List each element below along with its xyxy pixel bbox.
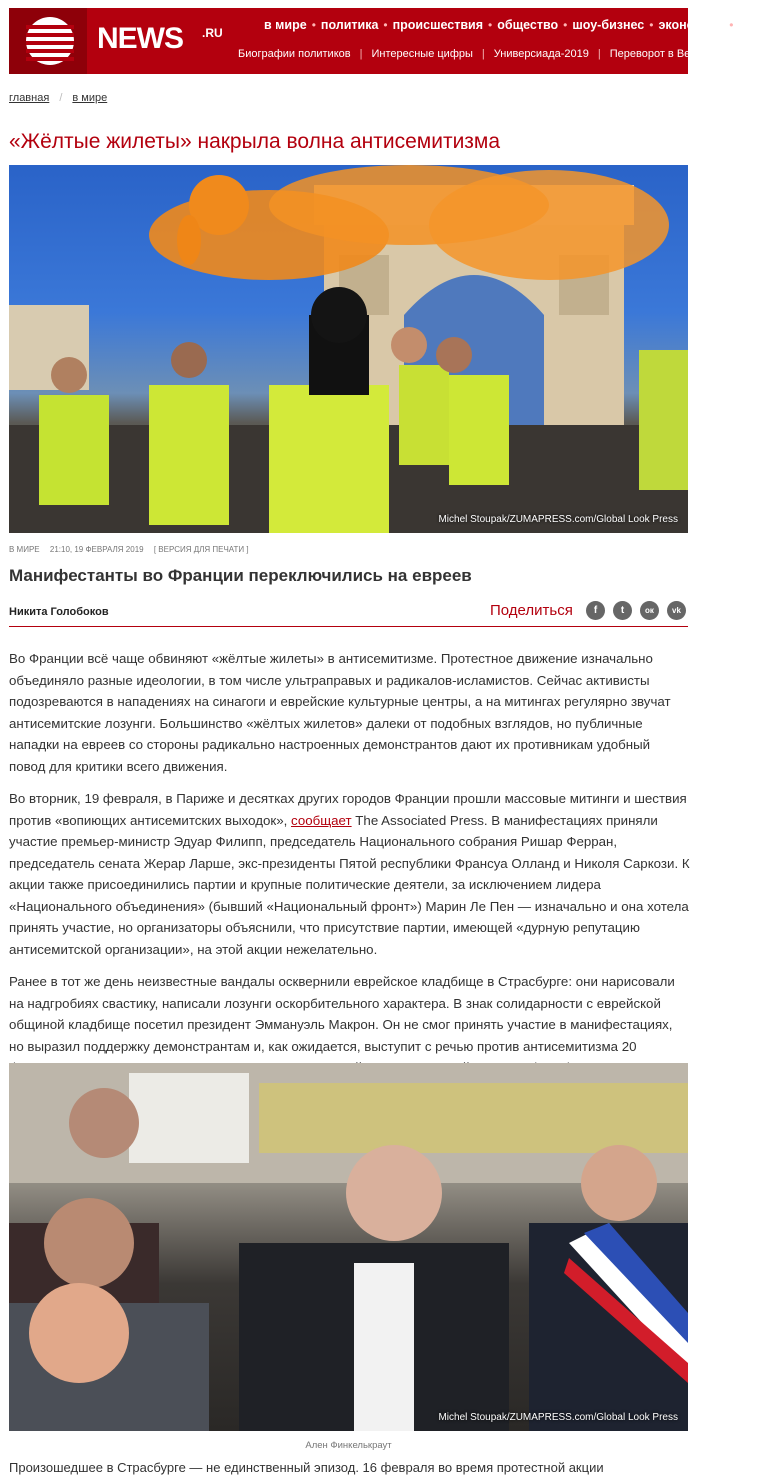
march-photo-illustration	[9, 1063, 688, 1431]
print-version-link[interactable]: [ ВЕРСИЯ ДЛЯ ПЕЧАТИ ]	[153, 545, 249, 554]
share-icons	[586, 601, 686, 620]
nav-item-sport[interactable]: спорт	[738, 18, 775, 32]
paragraph-3: Ранее в тот же день неизвестные вандалы осквернили еврейское кладбище в Страсбурге: они нарисовали на надгробиях свастику, написали лозунги оскорбительного характера. В знак солидарности с еврейской общиной кладбище посетил президент Эммануэль Макрон. Он не смог принять участие в манифестациях, но выразил поддержку демонстрантам и, как ожидается, выступит с речью против антисемитизма 20	[9, 974, 675, 1054]
nav-item-society[interactable]: общество	[497, 18, 559, 32]
article-subtitle: Манифестанты во Франции переключились на евреев	[9, 566, 472, 585]
share-label: Поделиться	[490, 602, 573, 619]
nav-item-politics[interactable]: политика	[320, 18, 379, 32]
subnav-item-figures[interactable]: Интересные цифры	[371, 48, 473, 60]
subnav-item-venezuela[interactable]: Переворот в Венесуэле	[609, 48, 732, 60]
paragraph-2: Во вторник, 19 февраля, в Париже и десятках других городов Франции прошли массовые митинги и шествия против «вопиющих антисемитских выходок», сообщает The Associated Press. В манифестациях приняли участие премьер-министр Эдуар Филипп, председатель Национального собрания Ришар Ферран, председатель сената Жерар Ларше, экс-президенты Пятой республики Франсуа Олланд и Николя Саркози. К акции также присоединились партии и крупные политические деятели, за исключением лидера «Национального объединения» (бывший «Национальный фронт») Марин Ле Пен — изначально и она хотела принять участие, но организаторы объяснили, что присутствие партии, имеющей «дурную репутацию антисемитской организации», на этой акции нежелательно.	[9, 791, 690, 957]
paragraph-1: Во Франции всё чаще обвиняют «жёлтые жилеты» в антисемитизме. Протестное движение изначально объединяло разные идеологии, в том числе ультраправых и радикалов-исламистов. Сейчас активисты подозреваются в нападениях на синагоги и еврейские культурные центры, а на митингах регулярно звучат антисемитские лозунги. Большинство «жёлтых жилетов» далеки от подобных взглядов, но публичные нападки на евреев со стороны радикально настроенных демонстрантов дают их противникам удобный повод для критики всего движения.	[9, 651, 671, 774]
paragraph-4-cut: Произошедшее в Страсбурге — не единственный эпизод. 16 февраля во время протестной акции	[9, 1460, 604, 1475]
subnav-item-biographies[interactable]: Биографии политиков	[238, 48, 351, 60]
article-body	[9, 648, 690, 1090]
article-meta	[9, 545, 257, 554]
nav-item-incidents[interactable]: происшествия	[392, 18, 484, 32]
vk-icon[interactable]: vk	[667, 601, 686, 620]
article-second-photo	[9, 1063, 688, 1431]
logo-text[interactable]: NEWS	[97, 22, 183, 55]
main-nav: в мире • политика • происшествия • общество • шоу-бизнес • экономика • спорт	[259, 18, 779, 32]
odnoklassniki-icon[interactable]: ок	[640, 601, 659, 620]
twitter-icon[interactable]: t	[613, 601, 632, 620]
breadcrumb-home[interactable]: главная	[9, 92, 50, 104]
breadcrumb-section[interactable]: в мире	[72, 92, 108, 104]
facebook-icon[interactable]: f	[586, 601, 605, 620]
divider	[9, 626, 688, 627]
logo-globe-icon	[26, 17, 74, 65]
photo-credit: Michel Stoupak/ZUMAPRESS.com/Global Look Press	[438, 514, 678, 525]
nav-item-world[interactable]: в мире	[264, 18, 307, 32]
meta-datetime: 21:10, 19 ФЕВРАЛЯ 2019	[49, 545, 144, 554]
nav-item-economy[interactable]: экономика	[658, 18, 725, 32]
meta-section[interactable]: В МИРЕ	[9, 545, 40, 554]
logo[interactable]	[9, 8, 87, 74]
article-main-photo	[9, 165, 688, 533]
source-link[interactable]: сообщает	[291, 812, 352, 828]
photo-credit-2: Michel Stoupak/ZUMAPRESS.com/Global Look Press	[438, 1412, 678, 1423]
logo-suffix: .RU	[202, 26, 223, 40]
photo-caption: Ален Финкелькраут	[305, 1440, 392, 1451]
sub-nav: Биографии политиков | Интересные цифры | Универсиада-2019 | Переворот в Венесуэле	[229, 48, 740, 60]
breadcrumb: главная / в мире	[9, 92, 108, 104]
site-header	[9, 8, 775, 74]
nav-item-showbiz[interactable]: шоу-бизнес	[572, 18, 645, 32]
protest-photo-illustration	[9, 165, 688, 533]
subnav-item-universiade[interactable]: Универсиада-2019	[493, 48, 589, 60]
author-name[interactable]: Никита Голобоков	[9, 606, 109, 618]
page-title: «Жёлтые жилеты» накрыла волна антисемитизма	[9, 130, 501, 153]
